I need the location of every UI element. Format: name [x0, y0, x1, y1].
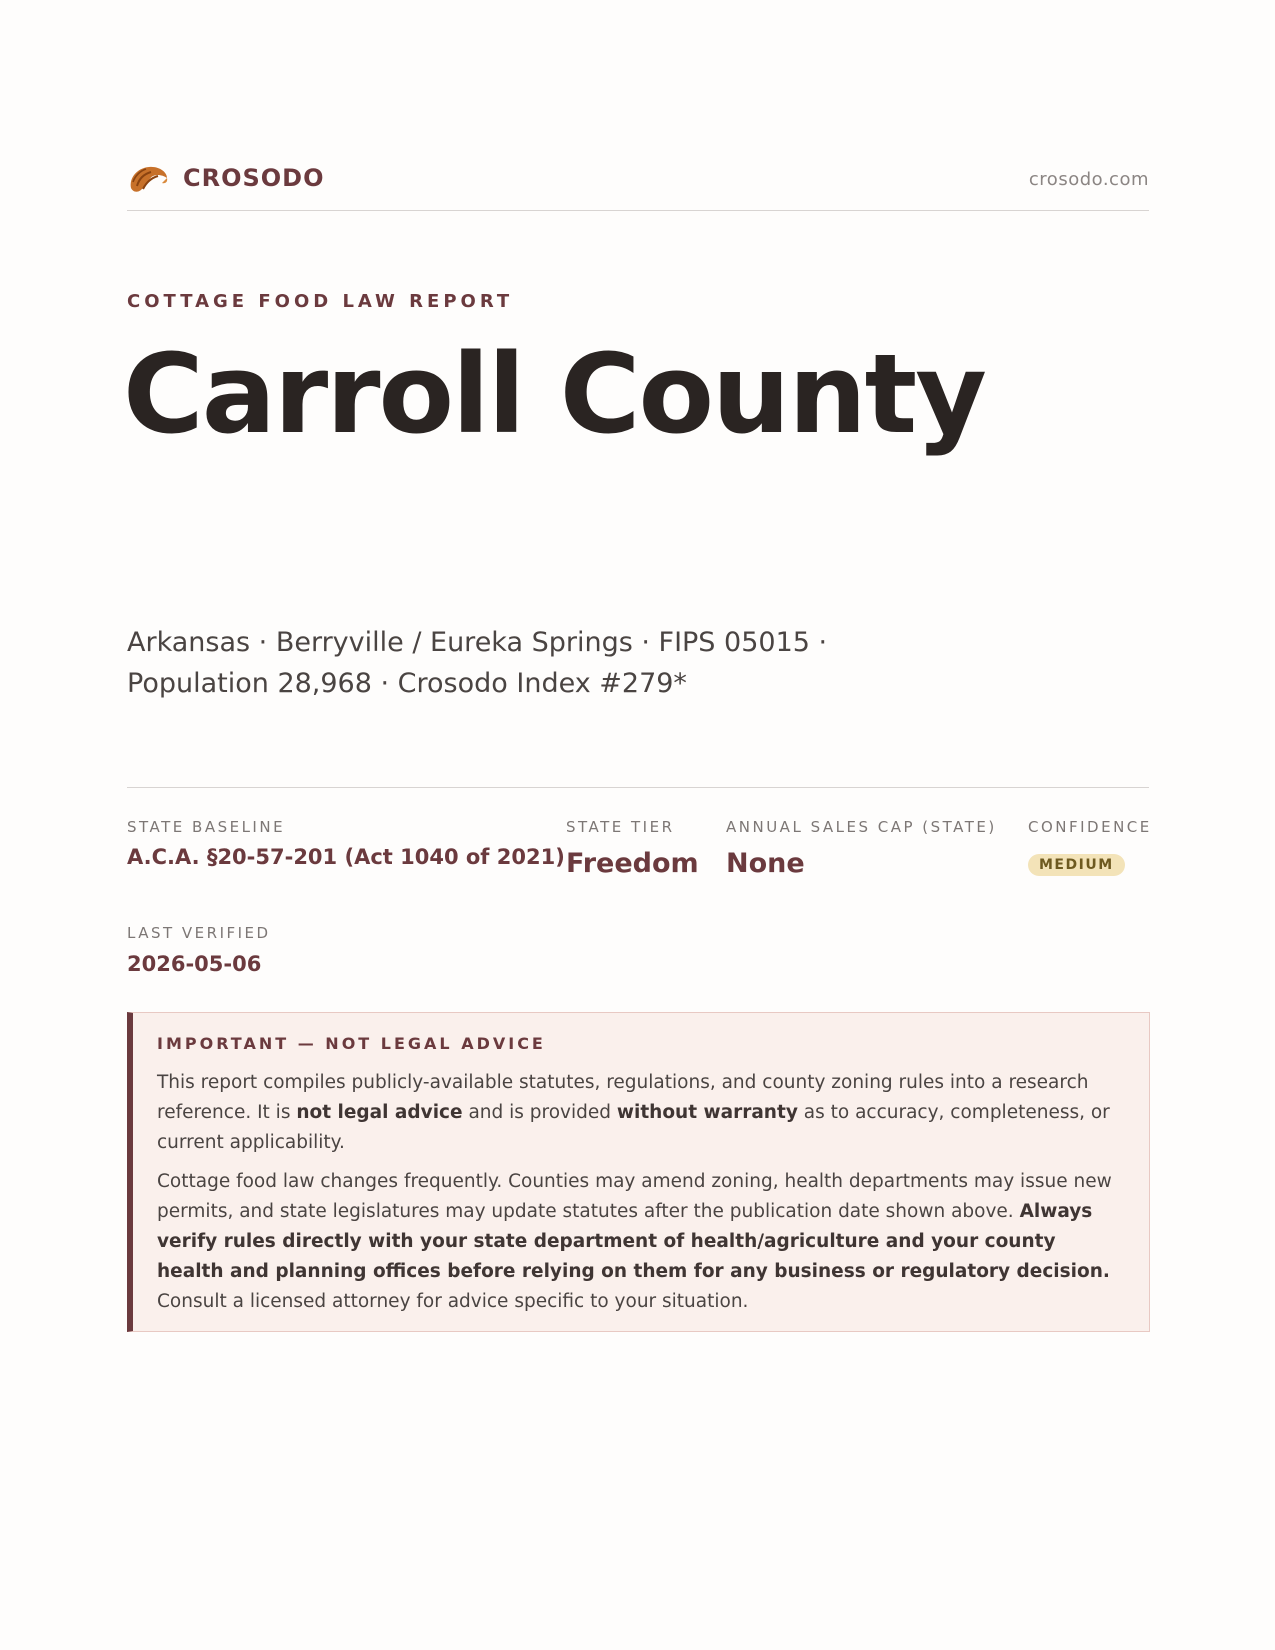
- sales-cap-value: None: [726, 848, 805, 879]
- last-verified-value: 2026-05-06: [127, 952, 262, 976]
- disclaimer-text: and is provided: [462, 1102, 617, 1123]
- disclaimer-text: Consult a licensed attorney for advice specific to your situation.: [157, 1291, 749, 1312]
- disclaimer-emphasis: without warranty: [616, 1102, 798, 1123]
- croissant-icon: [127, 162, 169, 198]
- disclaimer-text: as to accuracy, completeness, or current applicability.: [157, 1102, 1110, 1153]
- site-url[interactable]: crosodo.com: [1028, 169, 1149, 190]
- report-type-label: COTTAGE FOOD LAW REPORT: [127, 291, 514, 312]
- page-header: [127, 160, 1149, 211]
- state-baseline-value: A.C.A. §20-57-201 (Act 1040 of 2021): [127, 845, 565, 869]
- disclaimer-paragraph-2: [157, 1167, 1127, 1317]
- disclaimer-text: Cottage food law changes frequently. Counties may amend zoning, health departments may issue new permits, and state legislatures may update statutes after the publication date shown above.: [157, 1171, 1112, 1222]
- state-baseline-label: STATE BASELINE: [127, 818, 286, 836]
- legal-disclaimer: [127, 1012, 1150, 1332]
- last-verified-label: LAST VERIFIED: [127, 924, 271, 942]
- disclaimer-text: This report compiles publicly-available statutes, regulations, and county zoning rules into a research reference. It is: [157, 1072, 1089, 1123]
- county-summary-line-2: Population 28,968 · Crosodo Index #279*: [127, 668, 687, 699]
- brand-name: CROSODO: [183, 164, 325, 192]
- state-tier-value: Freedom: [566, 848, 699, 879]
- state-tier-label: STATE TIER: [566, 818, 675, 836]
- disclaimer-emphasis: not legal advice: [296, 1102, 463, 1123]
- disclaimer-paragraph-1: [157, 1068, 1127, 1158]
- county-summary-line-1: Arkansas · Berryville / Eureka Springs · FIPS 05015 ·: [127, 627, 828, 658]
- disclaimer-emphasis: Always verify rules directly with your state department of health/agriculture and your county health and planning offices before relying on them for any business or regulatory decision.: [157, 1201, 1110, 1282]
- sales-cap-label: ANNUAL SALES CAP (STATE): [726, 818, 997, 836]
- page-title: Carroll County: [123, 330, 985, 458]
- county-summary: [127, 622, 887, 704]
- confidence-badge: MEDIUM: [1028, 854, 1125, 876]
- section-divider: [127, 787, 1149, 788]
- disclaimer-title: IMPORTANT — NOT LEGAL ADVICE: [157, 1034, 546, 1053]
- confidence-label: CONFIDENCE: [1028, 818, 1152, 836]
